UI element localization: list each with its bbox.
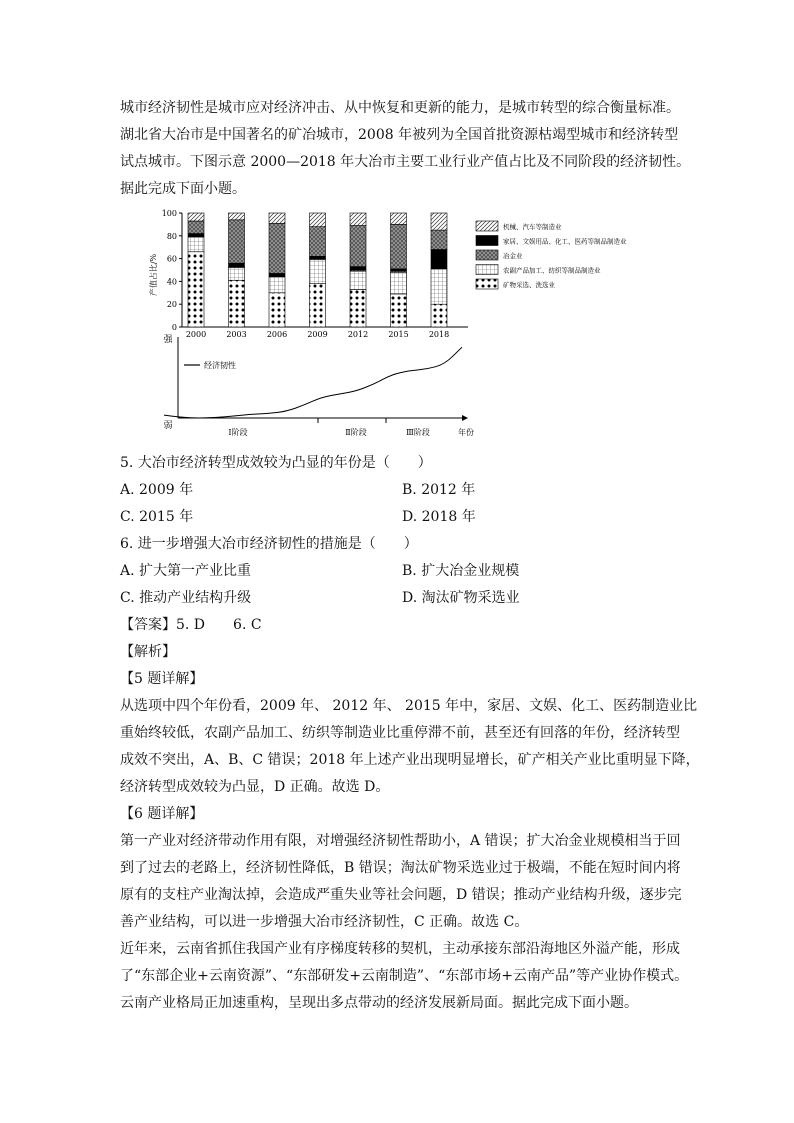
y-axis-strong-label: 强 [163,335,173,345]
bar-segment [431,230,447,249]
bar-segment [431,213,447,230]
bar-segment [269,213,285,223]
next-passage-line-2: 了“东部企业+云南资源”、“东部研发+云南制造”、“东部市场+云南产品”等产业协作模式。 [120,968,689,984]
q6-detail-label: 【6 题详解】 [120,806,204,822]
legend-swatch [476,236,498,246]
bar-segment [269,277,285,293]
bar-segment [310,260,326,284]
bar-ytick-label: 100 [161,209,177,218]
bar-segment [310,256,326,258]
analysis-label: 【解析】 [120,644,176,660]
bar-segment [391,224,407,268]
bar-segment [350,271,366,289]
legend-label: 家居、文娱用品、化工、医药等制品制造业 [503,237,627,246]
stage-label-1: Ⅰ阶段 [228,428,248,437]
bar-segment [391,272,407,294]
q6-detail-line-4: 善产业结构，可以进一步增强大冶市经济韧性，C 正确。故选 C。 [120,914,529,930]
q5-option-d[interactable]: D. 2018 年 [402,509,476,525]
bar-xtick-label: 2009 [307,330,328,339]
q5-option-c[interactable]: C. 2015 年 [120,509,194,525]
legend-label: 机械、汽车等制造业 [503,223,562,231]
bar-segment [269,223,285,273]
legend-swatch [476,250,498,260]
bar-ytick-label: 40 [166,277,177,287]
q6-detail-line-3: 原有的支柱产业淘汰掉，会造成严重失业等社会问题，D 错误；推动产业结构升级，逐步完 [120,887,682,903]
figure [150,205,646,445]
next-passage-line-3: 云南产业格局正加速重构，呈现出多点带动的经济发展新局面。据此完成下面小题。 [120,995,638,1011]
resilience-series-line [164,347,462,418]
bar-ytick-label: 0 [171,323,177,332]
bar-ytick-label: 80 [166,231,177,241]
answer-line: 【答案】5. D 6. C [120,617,262,633]
x-axis-arrow-icon [462,415,468,421]
legend-label: 农副产品加工、纺织等制品制造业 [503,266,601,275]
intro-line-1: 城市经济韧性是城市应对经济冲击、从中恢复和更新的能力，是城市转型的综合衡量标准。 [120,100,680,116]
bar-segment [229,220,245,263]
q5-stem: 5. 大冶市经济转型成效较为凸显的年份是（ ） [120,455,432,471]
q5-detail-line-2: 重始终较低，农副产品加工、纺织等制造业比重停滞不前，甚至还有回落的年份，经济转型 [120,725,680,741]
q5-detail-line-1: 从选项中四个年份看，2009 年、 2012 年、 2015 年中，家居、文娱、化工、医药制造业比 [120,698,698,714]
bar-legend [476,221,627,289]
q5-detail-label: 【5 题详解】 [120,671,204,687]
q5-detail-line-4: 经济转型成效较为凸显，D 正确。故选 D。 [120,779,390,795]
bar-xtick-label: 2015 [388,330,409,339]
bar-ytick-label: 20 [166,300,177,310]
bar-segment [310,213,326,227]
figure-svg [150,205,646,445]
bar-segment [269,293,285,327]
bar-segment [310,284,326,327]
bar-ytick-label: 60 [166,254,177,264]
bar-segment [391,213,407,224]
stage-label-2: Ⅱ阶段 [345,428,367,437]
q5-detail-line-3: 成效不突出，A、B、C 错误；2018 年上述产业出现明显增长，矿产相关产业比重明显下降， [120,752,700,768]
intro-line-3: 试点城市。下图示意 2000—2018 年大冶市主要工业行业产值占比及不同阶段的经济韧性。 [120,154,691,170]
q6-option-b[interactable]: B. 扩大冶金业规模 [402,563,520,579]
legend-label: 矿物采选、洗选业 [503,281,555,289]
bar-segment [229,213,245,220]
bar-ylabel: 产值占比/% [149,253,158,297]
stage-label-3: Ⅲ阶段 [406,428,430,437]
bar-xtick-label: 2006 [266,330,288,339]
q6-stem: 6. 进一步增强大冶市经济韧性的措施是（ ） [120,536,418,552]
bar-segment [350,289,366,327]
bar-segment [229,268,245,281]
bar-segment [391,294,407,327]
resilience-line-chart [163,334,474,437]
bar-xtick-label: 2012 [347,330,369,339]
bar-segment [310,227,326,257]
legend-swatch [476,279,498,289]
bar-segment [229,280,245,327]
bar-segment [350,213,366,226]
intro-line-2: 湖北省大冶市是中国著名的矿冶城市，2008 年被列为全国首批资源枯竭型城市和经济转型 [120,127,679,143]
next-passage-line-1: 近年来，云南省抓住我国产业有序梯度转移的契机，主动承接东部沿海地区外溢产能，形成 [120,941,680,957]
bar-segment [350,267,366,270]
q6-option-c[interactable]: C. 推动产业结构升级 [120,590,252,606]
q6-option-a[interactable]: A. 扩大第一产业比重 [120,563,252,579]
x-axis-label: 年份 [458,428,474,437]
q5-option-b[interactable]: B. 2012 年 [402,482,476,498]
y-axis-weak-label: 弱 [163,421,173,431]
bar-segment [269,273,285,276]
bar-xtick-label: 2018 [428,330,450,339]
intro-line-4: 据此完成下面小题。 [120,181,246,197]
bar-segment [188,237,204,252]
bar-segment [188,252,204,327]
q5-option-a[interactable]: A. 2009 年 [120,482,194,498]
bar-segment [431,249,447,268]
bar-segment [229,263,245,266]
legend-label: 冶金业 [503,252,523,260]
line-legend-label: 经济韧性 [204,361,236,370]
bar-xtick-label: 2000 [185,330,207,339]
bar-xtick-label: 2003 [226,330,247,339]
q6-option-d[interactable]: D. 淘汰矿物采选业 [402,590,520,606]
bar-segment [188,213,204,221]
bar-segment [188,234,204,237]
bar-segment [391,269,407,271]
bar-segment [431,304,447,327]
bar-segment [431,269,447,304]
legend-swatch [476,221,498,231]
q6-detail-line-2: 到了过去的老路上，经济韧性降低，B 错误；淘汰矿物采选业过于极端，不能在短时间内将 [120,860,681,876]
bar-segment [350,226,366,267]
legend-swatch [476,265,498,275]
q6-detail-line-1: 第一产业对经济带动作用有限，对增强经济韧性帮助小，A 错误；扩大冶金业规模相当于回 [120,833,681,849]
bar-segment [188,221,204,234]
